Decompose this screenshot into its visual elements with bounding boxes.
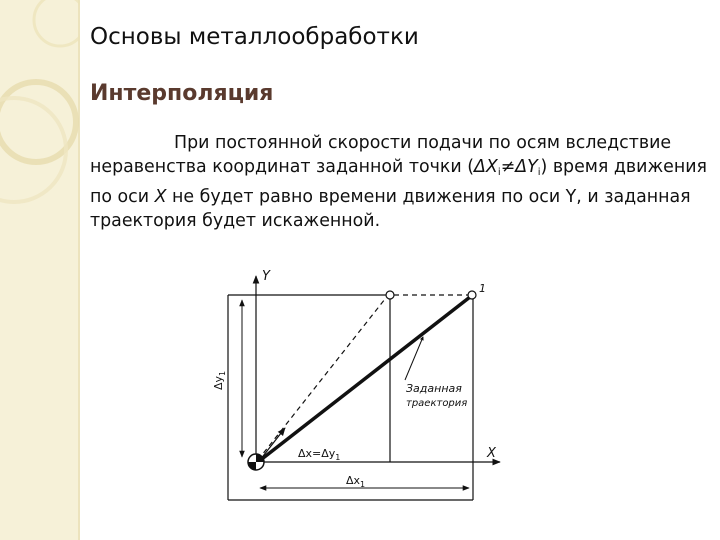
intermediate-point: [386, 291, 394, 299]
delta-y-subscript: i: [537, 167, 541, 178]
paragraph-part-1: При постоянной скорости подачи по осям вследствие неравенства координат заданной точки (: [90, 133, 672, 177]
delta-y-symbol: ΔY: [515, 157, 538, 177]
delta-x-subscript: i: [497, 167, 501, 178]
trajectory-label-line2: траектория: [406, 398, 468, 409]
body-paragraph: [90, 131, 710, 233]
paragraph-part-3: не будет равно времени движения по оси Y, и заданная траектория будет искаженной.: [90, 187, 691, 231]
step-label: $\Delta x=\Delta y_1$: [298, 447, 341, 462]
delta-x-symbol: ΔX: [474, 157, 498, 177]
y-axis-label: Y: [262, 269, 270, 284]
target-point-label: 1: [479, 282, 486, 295]
not-equal-sign: ≠: [500, 157, 516, 177]
given-trajectory-line: [258, 297, 470, 462]
slide-subtitle: Интерполяция: [90, 81, 274, 106]
target-point: [468, 291, 476, 299]
paragraph-part-2: ) время движения по оси: [90, 157, 707, 207]
trajectory-label-line1: Заданная: [406, 382, 462, 395]
origin-marker: [248, 454, 264, 470]
dx1-label: $\Delta x_1$: [346, 474, 366, 489]
axis-x-italic: X: [154, 187, 167, 207]
decorative-circles: [0, 0, 80, 540]
x-axis-label: X: [487, 446, 496, 461]
interpolation-diagram: [200, 262, 520, 502]
slide-title: Основы металлообработки: [90, 24, 419, 50]
dy1-label: $\Delta y_1$: [212, 370, 227, 390]
